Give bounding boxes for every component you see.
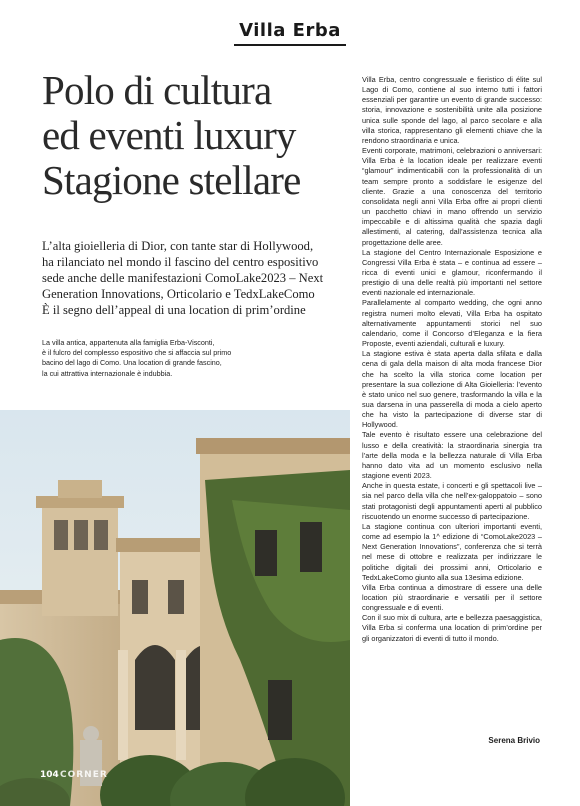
- column: [118, 650, 128, 760]
- arch-door: [135, 645, 175, 730]
- villa-illustration: [0, 410, 350, 806]
- magazine-logo: CORNER: [60, 770, 108, 780]
- article-body: [362, 75, 542, 693]
- caption-line: bacino del lago di Como. Una location di grande fascino,: [42, 358, 222, 368]
- photo-caption: [42, 338, 302, 379]
- body-paragraph: Villa Erba, centro congressuale e fieristico di élite sul Lago di Como, contiene al suo interno tutti i fattori essenziali per garantire un evento di grande successo: storia, innovazione e sostenibilità unite alla posizione unica sulle sponde del lago, al parco secolare e alla villa storica, rappresentano gli elementi chiave che la rendono straordinaria e unica.: [362, 75, 542, 145]
- section-title: Villa Erba: [232, 20, 348, 44]
- subhead-line: L’alta gioielleria di Dior, con tante star di Hollywood,: [42, 239, 314, 253]
- tower-top: [58, 480, 102, 498]
- headline-line: ed eventi luxury: [42, 112, 296, 158]
- body-paragraph: Anche in questa estate, i concerti e gli spettacoli live – sia nel parco della villa che nell’ex-galoppatoio – sono stati protagonisti degli appuntamenti aperti al pubblico riscuotendo un enorme successo di partecipazione.: [362, 481, 542, 521]
- body-paragraph: Con il suo mix di cultura, arte e bellezza paesaggistica, Villa Erba si conferma una location di prim’ordine per gli organizzatori di eventi di tutto il mondo.: [362, 613, 542, 643]
- headline-line: Polo di cultura: [42, 67, 272, 113]
- caption-line: la cui attrattiva internazionale è indubbia.: [42, 368, 173, 378]
- body-paragraph: La stagione del Centro Internazionale Esposizione e Congressi Villa Erba è stata – e continua ad essere – ricca di eventi unici e glamour, riconfermando il prestigio di una delle realtà più importanti nel settore eventi nazionale ed internazionale.: [362, 247, 542, 298]
- headline: [42, 68, 352, 203]
- body-paragraph: La stagione continua con ulteriori importanti eventi, come ad esempio la 1^ edizione di “ComoLake2023 – Next Generation Innovations”, conferenza che si terrà nel mese di ottobre e realizzata per indirizzare le politiche digitali dei prossimi anni, Orticolario e TedxLakeComo giunto alla sua 13esima edizione.: [362, 521, 542, 582]
- subhead-line: È il segno dell’appeal di una location di prim’ordine: [42, 303, 306, 317]
- tower-window: [94, 520, 108, 550]
- subhead-line: Generation Innovations, Orticolario e TedxLakeComo: [42, 287, 315, 301]
- window: [132, 580, 148, 614]
- body-paragraph: Eventi corporate, matrimoni, celebrazioni o anniversari: Villa Erba è la location ideale per realizzare eventi “glamour” indimenticabili con la professionalità di un team sempre pronto a soddisfare le esigenze del cliente. Grazie a una conoscenza del territorio consolidata negli anni Villa Erba offre ai propri clienti un pacchetto chiavi in mano offrendo un servizio impeccabile e di altissima qualità che spazia dagli allestimenti, al catering, dall’assistenza tecnica alla progettazione delle aree.: [362, 146, 542, 247]
- window: [255, 530, 277, 576]
- body-paragraph: Villa Erba continua a dimostrare di essere una delle location più straordinarie e versatili per il settore congressuale e di eventi.: [362, 582, 542, 613]
- column: [176, 650, 186, 760]
- subhead-line: sede anche delle manifestazioni ComoLake2023 – Next: [42, 271, 324, 285]
- body-paragraph: Parallelamente al comparto wedding, che ogni anno registra numeri molto elevati, Villa Erba ha ospitato alternativamente appuntamenti storici nel suo calendario, come il Concorso d’Eleganza e la fiera Proposte, eventi aziendali, culturali e luxury.: [362, 298, 542, 349]
- statue-head: [83, 726, 99, 742]
- headline-line: Stagione stellare: [42, 157, 301, 203]
- author-signature: Serena Brivio: [488, 736, 540, 745]
- window: [168, 580, 184, 614]
- villa-photo: [0, 410, 350, 806]
- caption-line: è il fulcro del complesso espositivo che si affaccia sul primo: [42, 348, 232, 358]
- body-paragraph: La stagione estiva è stata aperta dalla sfilata e dalla cena di gala della maison di alta moda francese Dior che ha scelto la villa storica come location per presentare la sua collezione di Alta Gioielleria: l’evento è stato unico nel suo genere, trasformando la villa e la sua darsena in una passerella di moda a cielo aperto che ha visto la partecipazione di diverse star di Hollywood.: [362, 349, 542, 430]
- body-paragraph: Tale evento è risultato essere una celebrazione del lusso e della creatività: la straordinaria sinergia tra l’arte della moda e la bellezza naturale di Villa Erba hanno dato vita ad un momento esclusivo nella stagione eventi 2023.: [362, 430, 542, 481]
- right-cornice: [196, 438, 350, 454]
- tower-window: [74, 520, 88, 550]
- window: [300, 522, 322, 572]
- tower-window: [54, 520, 68, 550]
- caption-line: La villa antica, appartenuta alla famiglia Erba-Visconti,: [42, 338, 215, 347]
- page-number: 104: [40, 770, 59, 780]
- window: [268, 680, 292, 740]
- subhead-line: ha rilanciato nel mondo il fascino del centro espositivo: [42, 255, 319, 269]
- subheadline: [42, 238, 354, 318]
